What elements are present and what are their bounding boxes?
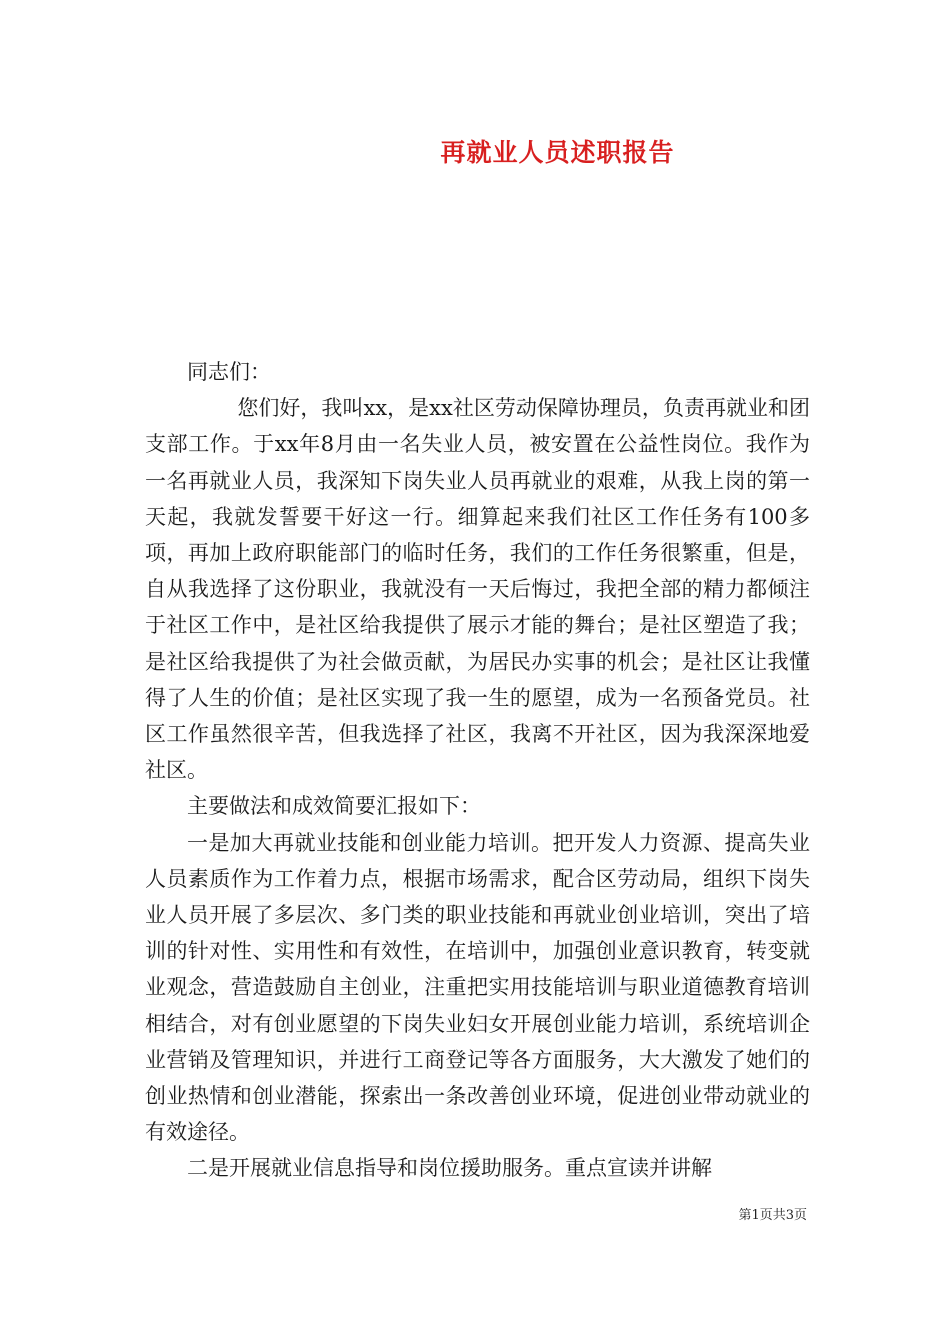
document-body: [145, 354, 810, 1187]
paragraph-summary-heading: 主要做法和成效简要汇报如下：: [187, 794, 481, 819]
paragraph-point-two: 二是开展就业信息指导和岗位援助服务。重点宣读并讲解: [187, 1156, 712, 1181]
paragraph-point-one: 一是加大再就业技能和创业能力培训。把开发人力资源、提高失业人员素质作为工作着力点，根据市场需求，配合区劳动局，组织下岗失业人员开展了多层次、多门类的职业技能和再就业创业培训，突出了培训的针对性、实用性和有效性，在培训中，加强创业意识教育，转变就业观念，营造鼓励自主创业，注重把实用技能培训与职业道德教育培训相结合，对有创业愿望的下岗失业妇女开展创业能力培训，系统培训企业营销及管理知识，并进行工商登记等各方面服务，大大激发了她们的创业热情和创业潜能，探索出一条改善创业环境，促进创业带动就业的有效途径。: [145, 830, 810, 1145]
page-number-footer: 第1页共3页: [738, 1208, 807, 1223]
document-title: 再就业人员述职报告: [440, 138, 675, 167]
paragraph-intro: 您们好，我叫xx，是xx社区劳动保障协理员，负责再就业和团支部工作。于xx年8月由一名失业人员，被安置在公益性岗位。我作为一名再就业人员，我深知下岗失业人员再就业的艰难，从我上岗的第一天起，我就发誓要干好这一行。细算起来我们社区工作任务有100多项，再加上政府职能部门的临时任务，我们的工作任务很繁重，但是，自从我选择了这份职业，我就没有一天后悔过，我把全部的精力都倾注于社区工作中，是社区给我提供了展示才能的舞台；是社区塑造了我；是社区给我提供了为社会做贡献，为居民办实事的机会；是社区让我懂得了人生的价值；是社区实现了我一生的愿望，成为一名预备党员。社区工作虽然很辛苦，但我选择了社区，我离不开社区，因为我深深地爱社区。: [145, 396, 810, 783]
salutation: 同志们：: [187, 360, 271, 384]
